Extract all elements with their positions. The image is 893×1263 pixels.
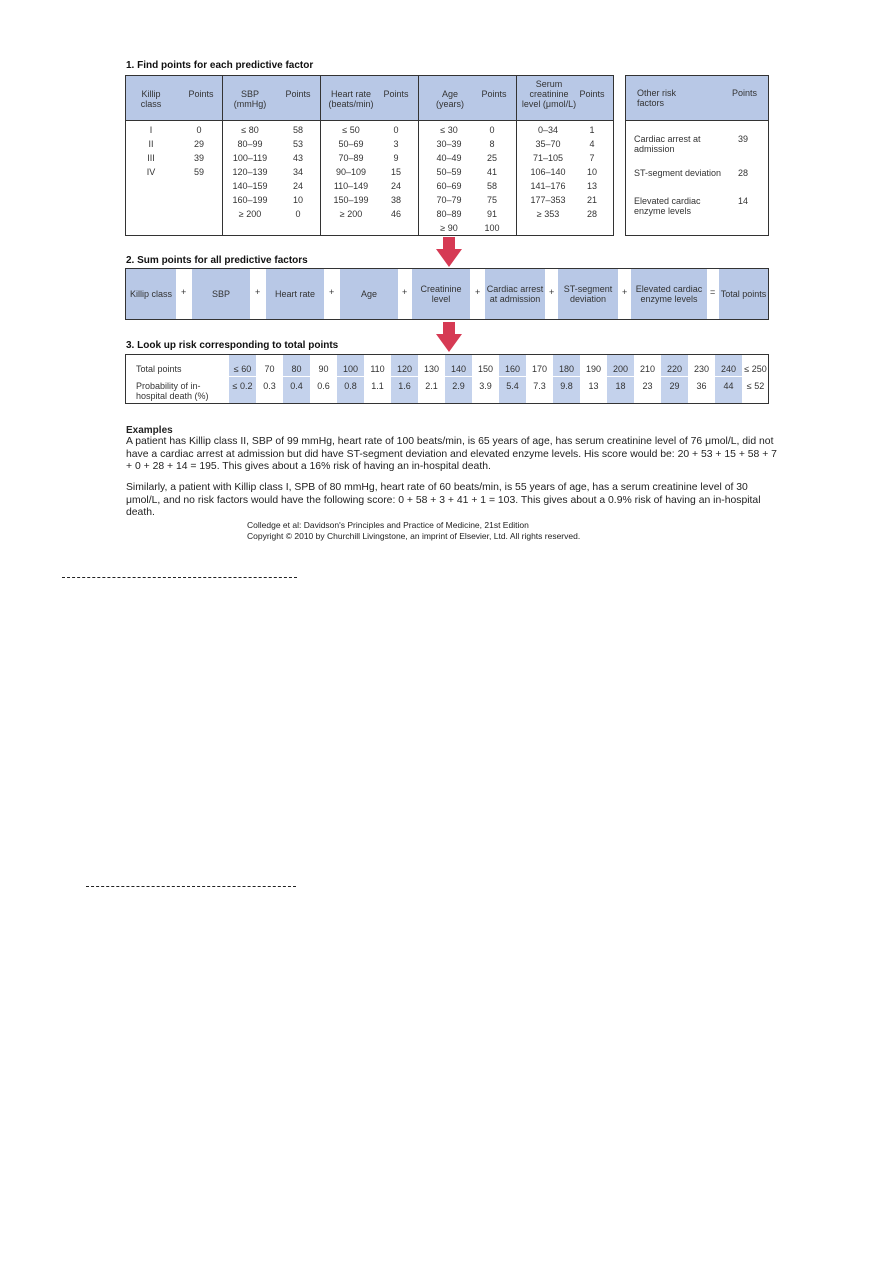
shaded-column	[229, 355, 256, 403]
hr-range: 90–109	[335, 167, 367, 177]
sbp-header: SBP (mmHg)	[233, 89, 267, 109]
probability-cell: 0.8	[344, 381, 357, 391]
probability-cell: 36	[696, 381, 707, 391]
shaded-column	[499, 355, 526, 403]
plus-operator: +	[255, 287, 261, 297]
creatinine-range: 35–70	[535, 139, 561, 149]
divider	[320, 75, 321, 236]
creatinine-range: ≥ 353	[536, 209, 560, 219]
sum-cell-sbp: SBP	[192, 269, 250, 319]
age-range: 60–69	[436, 181, 462, 191]
total-points-cell: 170	[531, 364, 548, 374]
down-arrow-icon	[436, 237, 462, 267]
plus-operator: +	[402, 287, 408, 297]
age-range: 80–89	[436, 209, 462, 219]
sbp-points: 0	[295, 209, 301, 219]
total-points-cell: ≤ 250	[744, 364, 767, 374]
probability-label: Probability of in-hospital death (%)	[136, 381, 209, 401]
hr-points: 24	[390, 181, 401, 191]
age-points: 41	[486, 167, 497, 177]
sbp-range: 100–119	[232, 153, 268, 163]
citation: Colledge et al: Davidson's Principles and Practice of Medicine, 21st Edition	[247, 520, 529, 530]
age-points: 25	[486, 153, 497, 163]
total-points-cell: 190	[585, 364, 602, 374]
down-arrow-icon	[436, 322, 462, 352]
risk-factor-label: Elevated cardiac enzyme levels	[634, 196, 701, 216]
sbp-points: 58	[292, 125, 303, 135]
total-points-cell: 200	[612, 364, 629, 374]
total-points-cell: 100	[342, 364, 359, 374]
creatinine-points: 13	[586, 181, 597, 191]
example-paragraph-2: Similarly, a patient with Killip class I, SPB of 80 mmHg, heart rate of 60 beats/min, is 55 years of age, has a serum creatinine level of 30 μmol/L, and no risk factors would have the following score: 0 + 58 + 3 + 41 + 1 = 103. This gives about a 0.9% risk of having an in-hospital death.	[126, 482, 761, 519]
sum-cell-cardiac-enzyme: Elevated cardiac enzyme levels	[631, 269, 707, 319]
age-range: 70–79	[436, 195, 462, 205]
age-points: 100	[484, 223, 500, 233]
creatinine-range: 141–176	[530, 181, 566, 191]
plus-operator: +	[622, 287, 628, 297]
plus-operator: +	[181, 287, 187, 297]
age-points: 91	[486, 209, 497, 219]
divider	[222, 75, 223, 236]
total-points-cell: 80	[291, 364, 302, 374]
creatinine-points: 10	[586, 167, 597, 177]
hr-points: 38	[390, 195, 401, 205]
probability-cell: 2.1	[425, 381, 438, 391]
step3-heading: 3. Look up risk corresponding to total points	[126, 340, 339, 351]
equals-operator: =	[710, 287, 716, 297]
total-points-cell: 230	[693, 364, 710, 374]
hr-points: 0	[393, 125, 399, 135]
total-points-cell: 140	[450, 364, 467, 374]
total-points-cell: 180	[558, 364, 575, 374]
sbp-range: ≥ 200	[238, 209, 262, 219]
hr-points: 9	[393, 153, 399, 163]
hr-range: 70–89	[338, 153, 364, 163]
age-points: 75	[486, 195, 497, 205]
shaded-column	[337, 355, 364, 403]
age-range: ≤ 30	[440, 125, 458, 135]
hr-range: 110–149	[333, 181, 369, 191]
killip-value: I	[149, 125, 153, 135]
divider	[418, 75, 419, 236]
creatinine-range: 71–105	[532, 153, 564, 163]
killip-header: Killip class	[140, 89, 162, 109]
probability-cell: 0.3	[263, 381, 276, 391]
probability-cell: 29	[669, 381, 680, 391]
plus-operator: +	[549, 287, 555, 297]
hr-points: 46	[390, 209, 401, 219]
killip-value: II	[148, 139, 154, 149]
creatinine-range: 106–140	[530, 167, 566, 177]
age-header: Age (years)	[435, 89, 464, 109]
sbp-points: 43	[292, 153, 303, 163]
creatinine-points: 1	[589, 125, 595, 135]
probability-cell: 13	[588, 381, 599, 391]
probability-cell: ≤ 52	[746, 381, 765, 391]
age-range: 40–49	[436, 153, 462, 163]
sbp-points: 53	[292, 139, 303, 149]
sum-cell-st-segment: ST-segment deviation	[558, 269, 618, 319]
shaded-column	[283, 355, 310, 403]
probability-cell: 1.1	[371, 381, 384, 391]
killip-value: III	[147, 153, 155, 163]
sbp-range: 160–199	[232, 195, 268, 205]
examples-heading: Examples	[126, 425, 173, 436]
header-rule	[125, 120, 614, 121]
total-points-cell: 220	[666, 364, 683, 374]
risk-factor-points: 28	[738, 168, 749, 178]
dashed-separator	[62, 577, 297, 578]
example-paragraph-1: A patient has Killip class II, SBP of 99 mmHg, heart rate of 100 beats/min, is 65 years of age, has serum creatinine level of 76 μmol/L, did not have a cardiac arrest at admission but did have ST-segment deviation and elevated enzyme levels. His score would be: 20 + 53 + 15 + 58 + 7 + 0 + 28 + 14 = 195. This gives about a 16% risk of having an in-hospital death.	[126, 436, 777, 473]
probability-cell: 1.6	[398, 381, 411, 391]
age-points: 8	[489, 139, 495, 149]
risk-factor-points: 14	[738, 196, 749, 206]
hr-points: 15	[390, 167, 401, 177]
probability-cell: ≤ 0.2	[232, 381, 253, 391]
plus-operator: +	[329, 287, 335, 297]
age-points: 58	[486, 181, 497, 191]
sum-cell-creatinine: Creatinine level	[412, 269, 470, 319]
risk-factor-points: 39	[738, 134, 749, 144]
creatinine-points: 21	[586, 195, 597, 205]
sbp-points: 34	[292, 167, 303, 177]
sbp-points: 24	[292, 181, 303, 191]
probability-cell: 0.6	[317, 381, 330, 391]
other-points-header: Points	[732, 88, 758, 98]
age-range: 50–59	[436, 167, 462, 177]
shaded-column	[391, 355, 418, 403]
risk-factor-label: ST-segment deviation	[634, 168, 722, 178]
shaded-column	[445, 355, 472, 403]
total-points-cell: 120	[396, 364, 413, 374]
age-points-header: Points	[481, 89, 507, 99]
hr-range: 150–199	[333, 195, 369, 205]
copyright: Copyright © 2010 by Churchill Livingstone, an imprint of Elsevier, Ltd. All rights reserved.	[247, 531, 581, 541]
shaded-column	[661, 355, 688, 403]
total-points-cell: 110	[370, 364, 385, 374]
step1-heading: 1. Find points for each predictive factor	[126, 60, 314, 71]
creatinine-points: 4	[589, 139, 595, 149]
hr-header: Heart rate (beats/min)	[328, 89, 374, 109]
dashed-separator	[86, 886, 296, 887]
sbp-points-header: Points	[285, 89, 311, 99]
killip-points: 39	[193, 153, 204, 163]
creatinine-header: Serum creatinine level (μmol/L)	[521, 79, 577, 109]
creatinine-range: 177–353	[530, 195, 566, 205]
risk-factor-label: Cardiac arrest at admission	[634, 134, 701, 154]
killip-points: 0	[196, 125, 202, 135]
hr-points: 3	[393, 139, 399, 149]
row-divider	[228, 376, 768, 377]
step2-heading: 2. Sum points for all predictive factors	[126, 255, 308, 266]
creatinine-range: 0–34	[537, 125, 559, 135]
total-points-cell: ≤ 60	[233, 364, 252, 374]
probability-cell: 18	[615, 381, 626, 391]
creatinine-points-header: Points	[579, 89, 605, 99]
age-range: ≥ 90	[440, 223, 458, 233]
shaded-column	[607, 355, 634, 403]
killip-points: 59	[193, 167, 204, 177]
sbp-range: ≤ 80	[241, 125, 259, 135]
killip-value: IV	[146, 167, 156, 177]
sum-cell-age: Age	[340, 269, 398, 319]
hr-range: ≥ 200	[339, 209, 363, 219]
hr-points-header: Points	[383, 89, 409, 99]
age-points: 0	[489, 125, 495, 135]
probability-cell: 9.8	[560, 381, 573, 391]
sbp-range: 80–99	[237, 139, 263, 149]
shaded-column	[553, 355, 580, 403]
sbp-range: 140–159	[232, 181, 268, 191]
probability-cell: 44	[723, 381, 734, 391]
total-points-cell: 70	[264, 364, 275, 374]
sum-cell-heart-rate: Heart rate	[266, 269, 324, 319]
shaded-column	[715, 355, 742, 403]
probability-cell: 7.3	[533, 381, 546, 391]
sum-cell-killip: Killip class	[126, 269, 176, 319]
sbp-range: 120–139	[232, 167, 268, 177]
creatinine-points: 28	[586, 209, 597, 219]
hr-range: 50–69	[338, 139, 364, 149]
age-range: 30–39	[436, 139, 462, 149]
total-points-label: Total points	[136, 364, 182, 374]
header-rule	[625, 120, 769, 121]
total-points-cell: 160	[504, 364, 521, 374]
killip-points-header: Points	[188, 89, 214, 99]
probability-cell: 23	[642, 381, 653, 391]
divider	[516, 75, 517, 236]
probability-cell: 0.4	[290, 381, 303, 391]
total-points-cell: 210	[639, 364, 656, 374]
sum-cell-total: Total points	[719, 269, 768, 319]
total-points-cell: 130	[423, 364, 440, 374]
total-points-cell: 240	[720, 364, 737, 374]
probability-cell: 5.4	[506, 381, 519, 391]
probability-cell: 3.9	[479, 381, 492, 391]
other-header: Other risk factors	[637, 88, 677, 108]
hr-range: ≤ 50	[342, 125, 360, 135]
probability-cell: 2.9	[452, 381, 465, 391]
plus-operator: +	[475, 287, 481, 297]
killip-points: 29	[193, 139, 204, 149]
total-points-cell: 150	[477, 364, 494, 374]
total-points-cell: 90	[318, 364, 329, 374]
sum-cell-cardiac-arrest: Cardiac arrest at admission	[485, 269, 545, 319]
creatinine-points: 7	[589, 153, 595, 163]
sbp-points: 10	[292, 195, 303, 205]
